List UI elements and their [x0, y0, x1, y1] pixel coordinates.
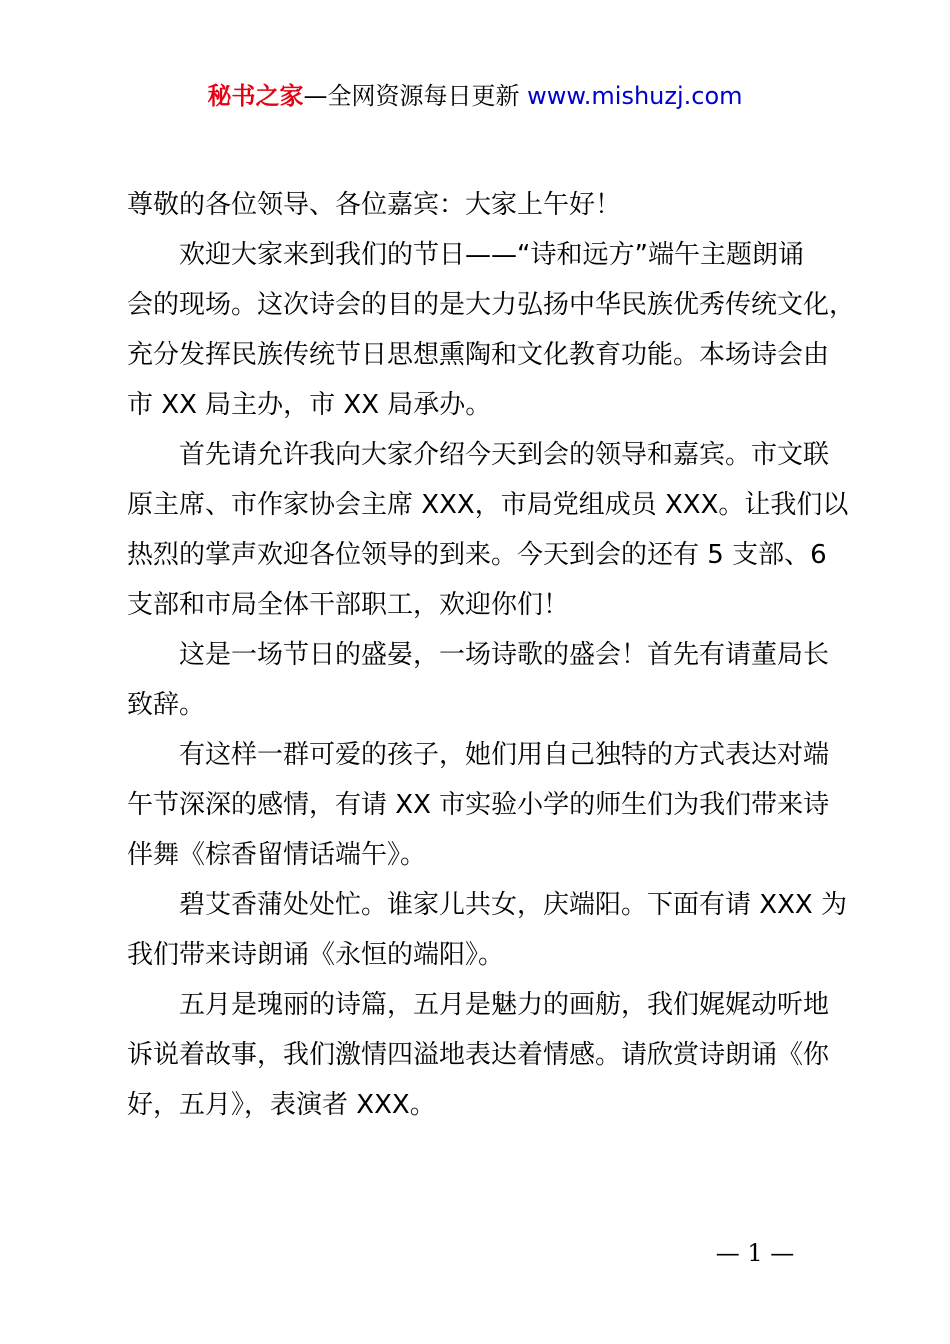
paragraph-line: 伴舞《棕香留情话端午》。: [127, 840, 427, 870]
paragraph-line: 有这样一群可爱的孩子，她们用自己独特的方式表达对端: [179, 740, 830, 770]
paragraph-line: 热烈的掌声欢迎各位领导的到来。今天到会的还有 5 支部、6: [127, 540, 827, 570]
paragraph-line: 这是一场节日的盛晏，一场诗歌的盛会！首先有请董局长: [179, 640, 830, 670]
header-slogan: —全网资源每日更新: [303, 82, 528, 110]
paragraph-line: 致辞。: [127, 690, 206, 720]
paragraph-line: 市 XX 局主办，市 XX 局承办。: [127, 390, 492, 420]
paragraph-line: 五月是瑰丽的诗篇，五月是魅力的画舫，我们娓娓动听地: [179, 990, 830, 1020]
paragraph-line: 午节深深的感情，有请 XX 市实验小学的师生们为我们带来诗: [127, 790, 830, 820]
paragraph-line: 充分发挥民族传统节日思想熏陶和文化教育功能。本场诗会由: [127, 340, 830, 370]
paragraph-line: 会的现场。这次诗会的目的是大力弘扬中华民族优秀传统文化，: [127, 290, 856, 320]
brand-name: 秘书之家: [207, 82, 304, 110]
salutation-line: 尊敬的各位领导、各位嘉宾：大家上午好！: [127, 190, 622, 220]
paragraph-line: 好，五月》，表演者 XXX。: [127, 1090, 436, 1120]
page-number: — 1 —: [715, 1239, 795, 1267]
page-header: [0, 80, 950, 112]
paragraph-line: 首先请允许我向大家介绍今天到会的领导和嘉宾。市文联: [179, 440, 830, 470]
paragraph-line: 原主席、市作家协会主席 XXX，市局党组成员 XXX。让我们以: [127, 490, 849, 520]
paragraph-line: 诉说着故事，我们激情四溢地表达着情感。请欣赏诗朗诵《你: [127, 1040, 830, 1070]
site-url-link[interactable]: www.mishuzj.com: [527, 82, 743, 110]
paragraph-line: 碧艾香蒲处处忙。谁家儿共女，庆端阳。下面有请 XXX 为: [179, 890, 847, 920]
document-body: [127, 180, 856, 1130]
paragraph-line: 我们带来诗朗诵《永恒的端阳》。: [127, 940, 505, 970]
paragraph-line: 欢迎大家来到我们的节日——“诗和远方”端午主题朗诵: [179, 240, 804, 270]
paragraph-line: 支部和市局全体干部职工，欢迎你们！: [127, 590, 570, 620]
